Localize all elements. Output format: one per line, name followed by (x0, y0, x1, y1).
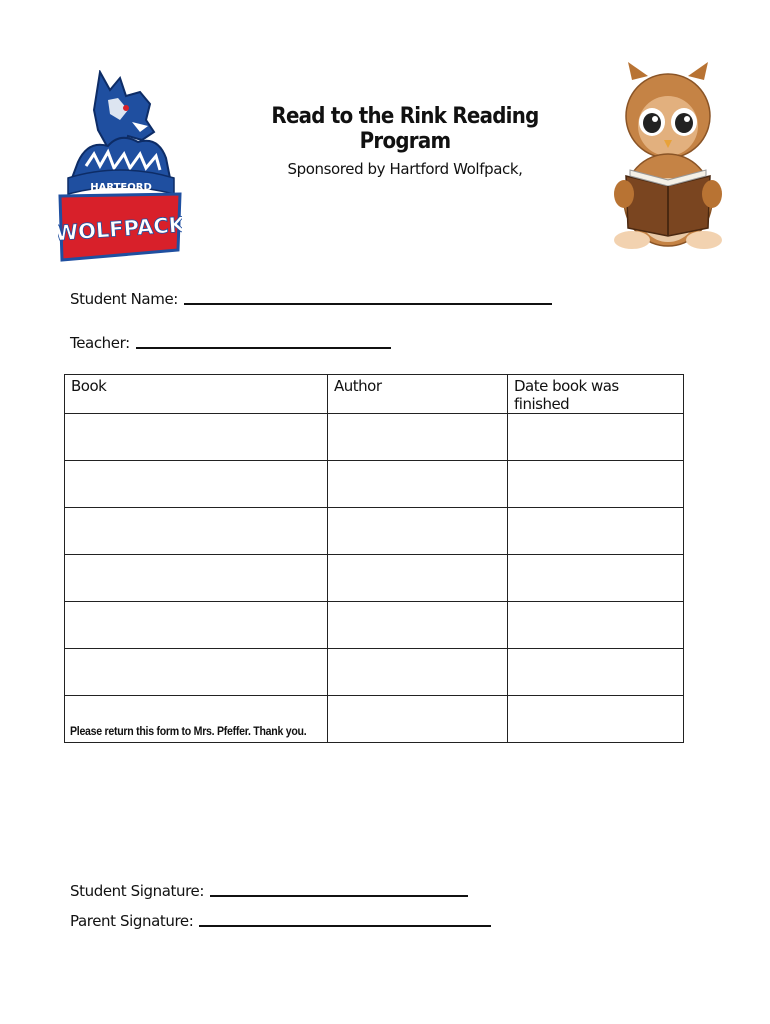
author-cell[interactable] (328, 602, 508, 649)
student-name-blank[interactable] (184, 302, 552, 305)
book-cell[interactable] (65, 649, 328, 696)
column-header-date: Date book was finished (508, 375, 684, 414)
parent-signature-label: Parent Signature: (70, 912, 194, 930)
table-row (65, 414, 684, 461)
author-cell[interactable] (328, 508, 508, 555)
student-signature-field[interactable] (70, 882, 468, 900)
teacher-label: Teacher: (70, 334, 130, 352)
date-cell[interactable] (508, 461, 684, 508)
teacher-field[interactable] (70, 334, 391, 352)
book-cell[interactable] (65, 414, 328, 461)
table-header-row (65, 375, 684, 414)
date-cell[interactable] (508, 414, 684, 461)
wolfpack-logo-graphic (58, 70, 182, 264)
author-cell[interactable] (328, 696, 508, 743)
return-note: Please return this form to Mrs. Pfeffer. Thank you. (70, 726, 307, 738)
date-cell[interactable] (508, 508, 684, 555)
book-cell[interactable] (65, 602, 328, 649)
student-name-field[interactable] (70, 290, 552, 308)
book-cell[interactable] (65, 555, 328, 602)
logo-top-text: HARTFORD (90, 182, 152, 193)
book-cell[interactable] (65, 461, 328, 508)
student-signature-blank[interactable] (210, 894, 468, 897)
column-header-book: Book (65, 375, 328, 414)
student-name-label: Student Name: (70, 290, 178, 308)
logo-main-text: WOLFPACK (58, 212, 182, 246)
author-cell[interactable] (328, 555, 508, 602)
book-cell[interactable] (65, 508, 328, 555)
table-row (65, 555, 684, 602)
owl-illustration (608, 60, 728, 256)
table-row (65, 602, 684, 649)
column-header-author: Author (328, 375, 508, 414)
parent-signature-blank[interactable] (199, 924, 491, 927)
parent-signature-field[interactable] (70, 912, 491, 930)
table-row (65, 508, 684, 555)
author-cell[interactable] (328, 649, 508, 696)
books-table (64, 374, 684, 743)
table-row (65, 649, 684, 696)
page-subtitle: Sponsored by Hartford Wolfpack, (287, 160, 523, 178)
teacher-blank[interactable] (136, 346, 391, 349)
wolfpack-logo (58, 70, 182, 264)
date-cell[interactable] (508, 602, 684, 649)
page-title: Read to the Rink Reading Program (271, 104, 539, 154)
owl-reading-icon (608, 60, 728, 256)
student-signature-label: Student Signature: (70, 882, 205, 900)
author-cell[interactable] (328, 461, 508, 508)
table-row (65, 461, 684, 508)
author-cell[interactable] (328, 414, 508, 461)
date-cell[interactable] (508, 696, 684, 743)
date-cell[interactable] (508, 555, 684, 602)
date-cell[interactable] (508, 649, 684, 696)
